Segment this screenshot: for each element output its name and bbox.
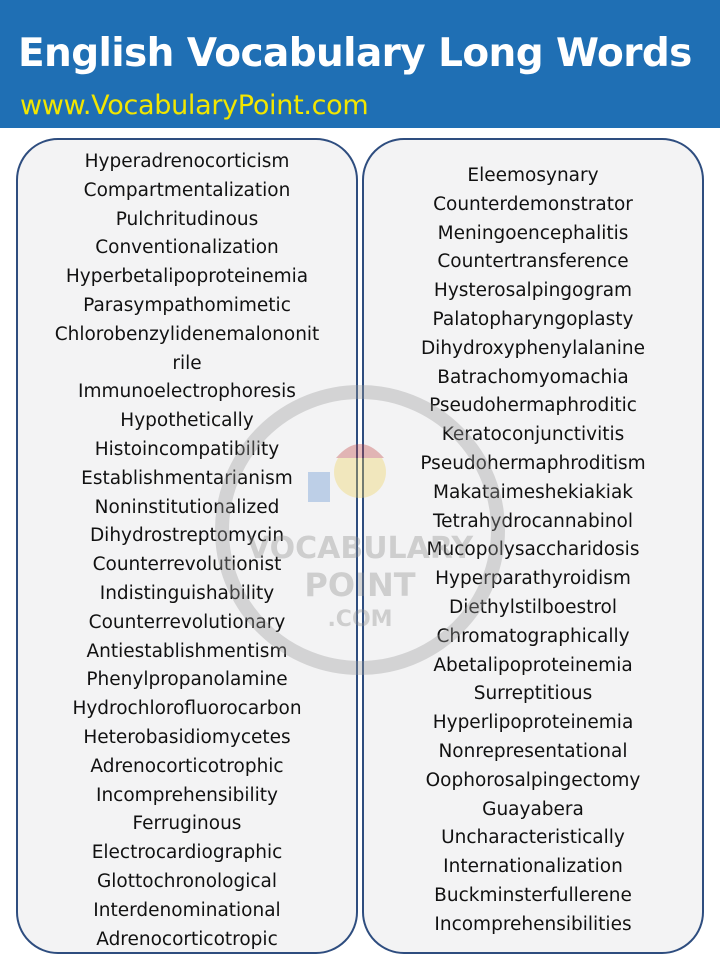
word-item: Pseudohermaphroditic xyxy=(429,395,637,417)
word-item: Incomprehensibility xyxy=(96,784,278,806)
watermark-text-line1: VOCABULARY xyxy=(246,531,474,566)
word-item: Histoincompatibility xyxy=(94,438,280,460)
left-word-panel xyxy=(16,138,358,954)
word-item: Batrachomyomachia xyxy=(437,366,629,388)
word-item: Palatopharyngoplasty xyxy=(432,308,634,330)
word-item: Diethylstilboestrol xyxy=(449,596,617,618)
word-item: Establishmentarianism xyxy=(81,467,293,489)
word-item: Abetalipoproteinemia xyxy=(433,654,633,676)
word-item: Oophorosalpingectomy xyxy=(425,769,641,791)
word-item: Eleemosynary xyxy=(467,165,599,186)
word-item: Buckminsterfullerene xyxy=(434,884,632,906)
word-item: Incomprehensibilities xyxy=(434,913,632,935)
word-item: Chlorobenzylidenemalononit xyxy=(54,323,320,345)
word-item: rile xyxy=(172,352,202,374)
word-item: Adrenocorticotrophic xyxy=(90,755,284,777)
word-item: Conventionalization xyxy=(95,237,279,259)
word-item: Hyperadrenocorticism xyxy=(84,151,290,172)
word-item: Interdenominational xyxy=(93,899,281,921)
word-item: Nonrepresentational xyxy=(438,740,628,762)
word-item: Keratoconjunctivitis xyxy=(441,424,625,446)
word-item: Meningoencephalitis xyxy=(437,222,629,244)
watermark-text-line3: .COM xyxy=(327,607,393,632)
word-item: Indistinguishability xyxy=(99,582,275,604)
website-url: www.VocabularyPoint.com xyxy=(20,90,369,121)
word-item: Glottochronological xyxy=(96,870,278,892)
right-word-panel xyxy=(362,138,704,954)
word-item: Hyperbetalipoproteinemia xyxy=(65,266,309,288)
word-item: Antiestablishmentism xyxy=(86,640,288,662)
word-item: Parasympathomimetic xyxy=(83,294,291,316)
word-item: Makataimeshekiakiak xyxy=(433,481,633,503)
word-item: Dihydroxyphenylalanine xyxy=(420,337,646,359)
word-item: Internationalization xyxy=(443,856,623,878)
word-item: Adrenocorticotropic xyxy=(96,928,278,950)
word-item: Hyperparathyroidism xyxy=(435,568,631,590)
word-item: Electrocardiographic xyxy=(91,842,283,864)
word-item: Hyperlipoproteinemia xyxy=(432,712,634,734)
word-item: Compartmentalization xyxy=(83,179,291,201)
word-item: Hypothetically xyxy=(120,410,254,432)
word-item: Mucopolysaccharidosis xyxy=(426,539,640,561)
word-item: Surreptitious xyxy=(473,683,593,705)
word-item: Pseudohermaphroditism xyxy=(420,452,646,474)
word-item: Counterrevolutionary xyxy=(88,611,286,633)
page-title: English Vocabulary Long Words xyxy=(18,31,692,76)
right-word-list xyxy=(364,162,702,940)
word-item: Ferruginous xyxy=(132,813,242,835)
word-item: Counterdemonstrator xyxy=(433,193,633,215)
word-item: Tetrahydrocannabinol xyxy=(432,510,634,532)
word-item: Guayabera xyxy=(482,798,584,820)
word-item: Phenylpropanolamine xyxy=(86,669,288,691)
word-item: Chromatographically xyxy=(436,625,630,647)
word-item: Immunoelectrophoresis xyxy=(78,381,296,403)
left-word-list xyxy=(18,148,356,954)
word-item: Heterobasidiomycetes xyxy=(83,726,291,748)
word-item: Noninstitutionalized xyxy=(94,496,280,518)
header-banner xyxy=(0,0,720,128)
word-item: Hysterosalpingogram xyxy=(433,280,633,302)
word-item: Counterrevolutionist xyxy=(92,554,282,576)
word-item: Countertransference xyxy=(437,251,629,273)
word-item: Uncharacteristically xyxy=(441,827,625,849)
word-item: Hydrochlorofluorocarbon xyxy=(72,698,302,720)
watermark-text-line2: POINT xyxy=(304,566,416,604)
word-item: Dihydrostreptomycin xyxy=(89,525,285,547)
word-item: Pulchritudinous xyxy=(115,208,259,230)
